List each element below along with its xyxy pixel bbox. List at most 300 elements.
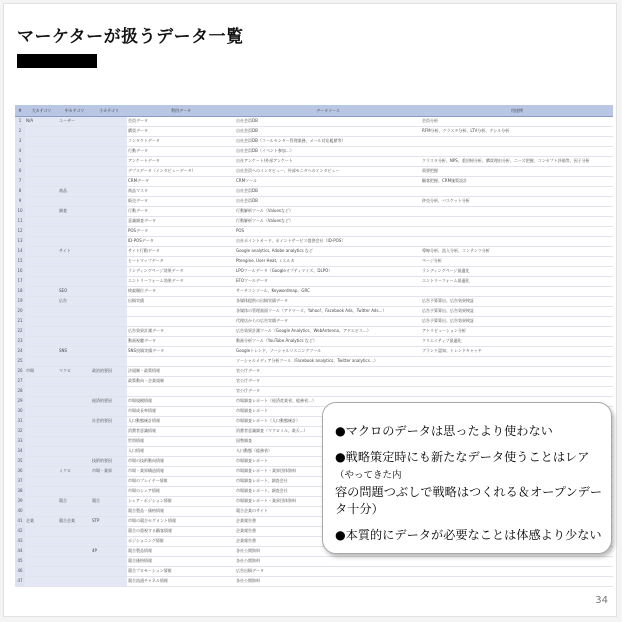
cell-use-case: 広告予算算出、広告効果検証: [421, 307, 613, 317]
cell-data-source: 市場調査レポート、調査会社: [235, 487, 421, 497]
header-data-source: データソース: [235, 105, 421, 117]
cell-data-used: シェア・ポジション情報: [127, 497, 235, 507]
cell-middle-category: [58, 227, 91, 237]
cell-middle-category: 競合企業: [58, 517, 91, 527]
cell-major-category: [25, 487, 58, 497]
cell-data-used: 市場成長率情報: [127, 407, 235, 417]
cell-use-case: [421, 287, 613, 297]
cell-data-used: [127, 357, 235, 367]
cell-middle-category: [58, 277, 91, 287]
cell-row-number: 41: [15, 517, 25, 527]
cell-major-category: [25, 557, 58, 567]
cell-data-source: ソーシャルメディア分析ツール（Facebook analytics、Twitter analytics…）: [235, 357, 421, 367]
table-row: [15, 267, 613, 277]
cell-data-source: Googleトレンド、ソーシャルリスニングツール: [235, 347, 421, 357]
cell-data-used: 競合の重視する顧客情報: [127, 527, 235, 537]
cell-row-number: 23: [15, 337, 25, 347]
cell-data-used: 販売データ: [127, 197, 235, 207]
cell-middle-category: [58, 577, 91, 587]
cell-data-used: アンケートデータ: [127, 157, 235, 167]
cell-row-number: 38: [15, 487, 25, 497]
cell-row-number: 44: [15, 547, 25, 557]
cell-row-number: 15: [15, 257, 25, 267]
cell-data-source: 行動解析ツール（Valuesなど）: [235, 207, 421, 217]
cell-data-used: 行動データ: [127, 207, 235, 217]
table-row: [15, 327, 613, 337]
cell-row-number: 43: [15, 537, 25, 547]
table-row: [15, 217, 613, 227]
cell-minor-category: [91, 277, 127, 287]
cell-middle-category: [58, 527, 91, 537]
cell-major-category: [25, 467, 58, 477]
bullet-text: ●本質的にデータが必要なことは体感より少ない: [335, 528, 602, 542]
cell-minor-category: [91, 297, 127, 307]
cell-row-number: 10: [15, 207, 25, 217]
cell-major-category: [25, 357, 58, 367]
cell-data-used: 世帯情報: [127, 437, 235, 447]
cell-row-number: 24: [15, 347, 25, 357]
cell-major-category: [25, 317, 58, 327]
cell-data-source: 市場調査レポート（人口動態統計）: [235, 417, 421, 427]
cell-use-case: [421, 357, 613, 367]
cell-data-source: POS: [235, 227, 421, 237]
cell-data-source: CRMツール: [235, 177, 421, 187]
bullet-note-continued: 容の問題つぶしで戦略はつくれる＆オープンデータ十分）: [335, 485, 603, 516]
cell-row-number: 26: [15, 367, 25, 377]
cell-middle-category: [58, 167, 91, 177]
cell-major-category: [25, 127, 58, 137]
cell-use-case: [421, 187, 613, 197]
cell-middle-category: [58, 417, 91, 427]
cell-data-used: 広告効果計測データ: [127, 327, 235, 337]
cell-middle-category: [58, 567, 91, 577]
cell-data-source: 企業報告書: [235, 537, 421, 547]
cell-row-number: 13: [15, 237, 25, 247]
cell-use-case: [421, 377, 613, 387]
cell-data-used: 意識調査データ: [127, 217, 235, 227]
cell-use-case: RFM分析、クラスタ分析、LTV分析、デシル分析: [421, 127, 613, 137]
cell-data-source: 企業報告書: [235, 517, 421, 527]
cell-minor-category: [91, 437, 127, 447]
cell-major-category: [25, 417, 58, 427]
cell-data-source: 官公庁データ: [235, 367, 421, 377]
cell-middle-category: [58, 407, 91, 417]
table-row: [15, 277, 613, 287]
cell-use-case: [421, 217, 613, 227]
cell-data-used: CRMデータ: [127, 177, 235, 187]
cell-data-used: 競合価格情報: [127, 557, 235, 567]
cell-row-number: 45: [15, 557, 25, 567]
cell-use-case: [421, 207, 613, 217]
cell-minor-category: [91, 157, 127, 167]
table-row: [15, 117, 613, 127]
cell-row-number: 20: [15, 307, 25, 317]
table-row: [15, 197, 613, 207]
cell-data-used: [127, 317, 235, 327]
cell-data-source: 市場調査レポート: [235, 407, 421, 417]
cell-data-used: SNS投稿実績データ: [127, 347, 235, 357]
table-row: [15, 237, 613, 247]
table-row: [15, 257, 613, 267]
table-row: [15, 147, 613, 157]
cell-row-number: 8: [15, 187, 25, 197]
cell-minor-category: [91, 197, 127, 207]
cell-major-category: [25, 537, 58, 547]
cell-row-number: 37: [15, 477, 25, 487]
cell-data-source: 広告効果計測ツール（Google Analytics、WebAntenna、アドエビス…）: [235, 327, 421, 337]
table-header-row: [15, 105, 613, 117]
cell-row-number: 42: [15, 527, 25, 537]
cell-major-category: [25, 387, 58, 397]
cell-row-number: 40: [15, 507, 25, 517]
header-major-category: 大カテゴリ: [25, 105, 58, 117]
cell-data-used: ヒートマップデータ: [127, 257, 235, 267]
slide-title: マーケターが扱うデータ一覧: [17, 27, 244, 47]
cell-major-category: [25, 197, 58, 207]
cell-major-category: [25, 247, 58, 257]
cell-row-number: 27: [15, 377, 25, 387]
cell-row-number: 25: [15, 357, 25, 367]
cell-data-used: サイト行動データ: [127, 247, 235, 257]
table-row: [15, 577, 613, 587]
callout-bullet-2: [335, 449, 605, 518]
cell-data-used: 法規制・政策情報: [127, 367, 235, 377]
cell-middle-category: [58, 387, 91, 397]
cell-row-number: 46: [15, 567, 25, 577]
cell-data-source: 市場調査レポート・業界団体資料: [235, 467, 421, 477]
cell-data-used: デプスデータ（インタビューデータ）: [127, 167, 235, 177]
cell-data-used: ランディングページ効果データ: [127, 267, 235, 277]
cell-data-used: 競合製品・価格情報: [127, 507, 235, 517]
cell-data-used: [127, 387, 235, 397]
cell-major-category: N/A: [25, 117, 58, 127]
table-row: [15, 357, 613, 367]
cell-data-used: 市場の技術動向情報: [127, 457, 235, 467]
cell-row-number: 36: [15, 467, 25, 477]
cell-middle-category: [58, 477, 91, 487]
cell-row-number: 9: [15, 197, 25, 207]
table-row: [15, 177, 613, 187]
cell-use-case: [421, 137, 613, 147]
table-row: [15, 367, 613, 377]
cell-middle-category: 広告: [58, 297, 91, 307]
cell-middle-category: [58, 447, 91, 457]
cell-middle-category: [58, 427, 91, 437]
cell-use-case: [421, 367, 613, 377]
cell-middle-category: [58, 147, 91, 157]
table-row: [15, 557, 613, 567]
cell-use-case: アトリビューション分析: [421, 327, 613, 337]
cell-middle-category: [58, 337, 91, 347]
cell-data-source: 競合企業のサイト: [235, 507, 421, 517]
table-row: [15, 207, 613, 217]
cell-row-number: 18: [15, 287, 25, 297]
cell-minor-category: [91, 127, 127, 137]
header-data-used: 利用データ: [127, 105, 235, 117]
cell-data-source: 市場調査レポート: [235, 457, 421, 467]
cell-middle-category: [58, 257, 91, 267]
table-row: [15, 317, 613, 327]
cell-data-source: LPOツールデータ（Googleオプティマイズ、DLPO）: [235, 267, 421, 277]
cell-major-category: [25, 547, 58, 557]
cell-major-category: [25, 427, 58, 437]
cell-major-category: [25, 157, 58, 167]
cell-data-used: エントリーフォーム効果データ: [127, 277, 235, 287]
cell-major-category: [25, 327, 58, 337]
cell-major-category: [25, 567, 58, 577]
cell-middle-category: [58, 177, 91, 187]
cell-minor-category: 市場・業界: [91, 467, 127, 477]
cell-data-used: 行動データ: [127, 147, 235, 157]
cell-minor-category: [91, 347, 127, 357]
cell-data-source: 動画分析ツール（YouTube Analytics など）: [235, 337, 421, 347]
cell-data-source: 各媒体の管理画面ツール（アドワーズ、Yahoo!、Facebook Ads、Twitter Ads…）: [235, 307, 421, 317]
cell-data-used: 政策動向・企業規制: [127, 377, 235, 387]
cell-middle-category: [58, 357, 91, 367]
cell-minor-category: [91, 487, 127, 497]
header-number: #: [15, 105, 25, 117]
cell-data-source: 企業報告書: [235, 527, 421, 537]
cell-data-used: 競合流通チャネル情報: [127, 577, 235, 587]
table-row: [15, 157, 613, 167]
cell-data-used: 購買データ: [127, 127, 235, 137]
cell-middle-category: [58, 217, 91, 227]
cell-minor-category: [91, 247, 127, 257]
cell-row-number: 16: [15, 267, 25, 277]
cell-row-number: 35: [15, 457, 25, 467]
callout-bullet-3: [335, 527, 605, 544]
cell-minor-category: [91, 137, 127, 147]
cell-middle-category: サイト: [58, 247, 91, 257]
cell-major-category: [25, 377, 58, 387]
cell-use-case: 需要把握: [421, 167, 613, 177]
cell-data-source: 各社公開資料: [235, 547, 421, 557]
cell-data-source: 官公庁データ: [235, 387, 421, 397]
cell-major-category: [25, 337, 58, 347]
cell-use-case: ブランド認知、トレンドキャッチ: [421, 347, 613, 357]
cell-row-number: 31: [15, 417, 25, 427]
cell-middle-category: マクロ: [58, 367, 91, 377]
cell-row-number: 14: [15, 247, 25, 257]
table-row: [15, 167, 613, 177]
cell-use-case: 会員分析: [421, 117, 613, 127]
callout-box: [322, 402, 612, 554]
cell-middle-category: [58, 157, 91, 167]
cell-minor-category: 政治的要因: [91, 367, 127, 377]
cell-minor-category: [91, 177, 127, 187]
table-row: [15, 227, 613, 237]
cell-middle-category: [58, 487, 91, 497]
cell-minor-category: [91, 147, 127, 157]
table-row: [15, 137, 613, 147]
cell-data-source: 市場調査レポート、調査会社: [235, 477, 421, 487]
cell-minor-category: [91, 557, 127, 567]
cell-data-source: Google analytics, Adobe analytics など: [235, 247, 421, 257]
cell-middle-category: [58, 437, 91, 447]
cell-major-category: [25, 297, 58, 307]
cell-data-used: 競合製品情報: [127, 547, 235, 557]
cell-minor-category: [91, 577, 127, 587]
cell-use-case: ランディングページ最適化: [421, 267, 613, 277]
cell-minor-category: [91, 237, 127, 247]
cell-data-source: 官公庁データ: [235, 377, 421, 387]
cell-use-case: 併売分析、バスケット分析: [421, 197, 613, 207]
cell-major-category: [25, 137, 58, 147]
table-row: [15, 287, 613, 297]
cell-data-source: 自社アンケート/外部アンケート: [235, 157, 421, 167]
cell-row-number: 34: [15, 447, 25, 457]
cell-major-category: [25, 217, 58, 227]
cell-data-source: EFOツールデータ: [235, 277, 421, 287]
cell-middle-category: [58, 237, 91, 247]
cell-minor-category: [91, 317, 127, 327]
cell-data-used: ID-POSデータ: [127, 237, 235, 247]
cell-data-used: 市場規模情報: [127, 397, 235, 407]
cell-minor-category: STP: [91, 517, 127, 527]
table-row: [15, 297, 613, 307]
cell-middle-category: SNS: [58, 347, 91, 357]
cell-data-used: ポジショニング情報: [127, 537, 235, 547]
cell-data-source: 自社会員DB（イベント参加…）: [235, 147, 421, 157]
cell-major-category: [25, 437, 58, 447]
cell-row-number: 30: [15, 407, 25, 417]
cell-major-category: [25, 507, 58, 517]
cell-minor-category: [91, 527, 127, 537]
cell-data-source: Ptengine, User Heat, ミエルカ: [235, 257, 421, 267]
cell-data-source: 自社会員へのインタビュー、外部モニタへのインタビュー: [235, 167, 421, 177]
cell-major-category: [25, 187, 58, 197]
cell-middle-category: [58, 457, 91, 467]
cell-use-case: 広告予算算出、広告効果検証: [421, 317, 613, 327]
cell-middle-category: [58, 317, 91, 327]
cell-middle-category: [58, 267, 91, 277]
cell-data-used: コンタクトデータ: [127, 137, 235, 147]
cell-middle-category: SEO: [58, 287, 91, 297]
cell-data-source: 市場調査レポート（経済産業省、総務省…）: [235, 397, 421, 407]
cell-major-category: [25, 177, 58, 187]
cell-data-used: 動画視聴データ: [127, 337, 235, 347]
cell-use-case: 広告予算算出、広告効果検証: [421, 297, 613, 307]
cell-row-number: 19: [15, 297, 25, 307]
cell-minor-category: [91, 327, 127, 337]
cell-row-number: 11: [15, 217, 25, 227]
cell-use-case: 導線分析、流入分析、コンテンツ分析: [421, 247, 613, 257]
cell-row-number: 12: [15, 227, 25, 237]
cell-row-number: 29: [15, 397, 25, 407]
cell-row-number: 2: [15, 127, 25, 137]
table-row: [15, 247, 613, 257]
cell-row-number: 28: [15, 387, 25, 397]
cell-minor-category: [91, 567, 127, 577]
cell-minor-category: [91, 477, 127, 487]
cell-major-category: [25, 457, 58, 467]
cell-major-category: [25, 397, 58, 407]
cell-use-case: エントリーフォーム最適化: [421, 277, 613, 287]
cell-middle-category: 競合: [58, 497, 91, 507]
cell-minor-category: 競合: [91, 497, 127, 507]
cell-major-category: [25, 237, 58, 247]
cell-row-number: 17: [15, 277, 25, 287]
cell-data-source: サーチコンソール、Keywordmap、GRC: [235, 287, 421, 297]
cell-middle-category: [58, 557, 91, 567]
table-row: [15, 567, 613, 577]
cell-major-category: [25, 267, 58, 277]
cell-middle-category: [58, 507, 91, 517]
cell-major-category: [25, 147, 58, 157]
cell-minor-category: [91, 207, 127, 217]
cell-row-number: 5: [15, 157, 25, 167]
bullet-text: ●マクロのデータは思ったより使わない: [335, 424, 553, 438]
cell-use-case: ページ分析: [421, 257, 613, 267]
cell-data-source: 自社会員DB: [235, 197, 421, 207]
cell-row-number: 32: [15, 427, 25, 437]
cell-row-number: 39: [15, 497, 25, 507]
cell-middle-category: [58, 537, 91, 547]
cell-data-source: 自社ポイントカード、ポイントサービス提供会社（ID-POS）: [235, 237, 421, 247]
cell-use-case: クラスタ分析、NPS、重回帰分析、購買理由分析、ニーズ把握、コンセプト評価等、因子分析: [421, 157, 613, 167]
cell-data-source: 各社公開資料: [235, 557, 421, 567]
cell-data-source: 自社会員DB: [235, 117, 421, 127]
cell-data-source: 人口動態（総務省）: [235, 447, 421, 457]
cell-major-category: [25, 257, 58, 267]
cell-data-source: 消費者意識調査（マクロミル、楽天…）: [235, 427, 421, 437]
cell-middle-category: [58, 197, 91, 207]
table-row: [15, 387, 613, 397]
cell-major-category: [25, 477, 58, 487]
cell-minor-category: [91, 167, 127, 177]
cell-major-category: [25, 347, 58, 357]
cell-minor-category: [91, 377, 127, 387]
cell-minor-category: [91, 507, 127, 517]
cell-use-case: [421, 387, 613, 397]
page-number: 34: [595, 595, 608, 606]
cell-middle-category: [58, 547, 91, 557]
cell-minor-category: [91, 257, 127, 267]
cell-middle-category: [58, 377, 91, 387]
cell-middle-category: [58, 307, 91, 317]
cell-use-case: [421, 577, 613, 587]
cell-data-used: 会員データ: [127, 117, 235, 127]
cell-major-category: [25, 497, 58, 507]
cell-major-category: [25, 577, 58, 587]
cell-data-used: [127, 307, 235, 317]
cell-data-source: 国勢調査: [235, 437, 421, 447]
cell-middle-category: [58, 127, 91, 137]
cell-data-used: 市場のプレイヤー情報: [127, 477, 235, 487]
cell-data-source: 各媒体提供の出稿実績データ: [235, 297, 421, 307]
cell-major-category: [25, 227, 58, 237]
cell-data-source: 各社公開資料: [235, 577, 421, 587]
cell-minor-category: [91, 267, 127, 277]
cell-row-number: 4: [15, 147, 25, 157]
cell-minor-category: [91, 387, 127, 397]
cell-major-category: [25, 307, 58, 317]
cell-data-used: 検索順位データ: [127, 287, 235, 297]
cell-use-case: [421, 147, 613, 157]
cell-data-source: 自社会員DB: [235, 127, 421, 137]
cell-row-number: 1: [15, 117, 25, 127]
table-row: [15, 187, 613, 197]
cell-row-number: 3: [15, 137, 25, 147]
cell-use-case: 顧客把握、CRM施策設計: [421, 177, 613, 187]
cell-major-category: [25, 277, 58, 287]
cell-minor-category: [91, 217, 127, 227]
cell-minor-category: 技術的要因: [91, 457, 127, 467]
cell-major-category: [25, 167, 58, 177]
cell-data-source: 広告出稿データ: [235, 567, 421, 577]
cell-minor-category: [91, 357, 127, 367]
cell-data-used: 人口動態統計情報: [127, 417, 235, 427]
